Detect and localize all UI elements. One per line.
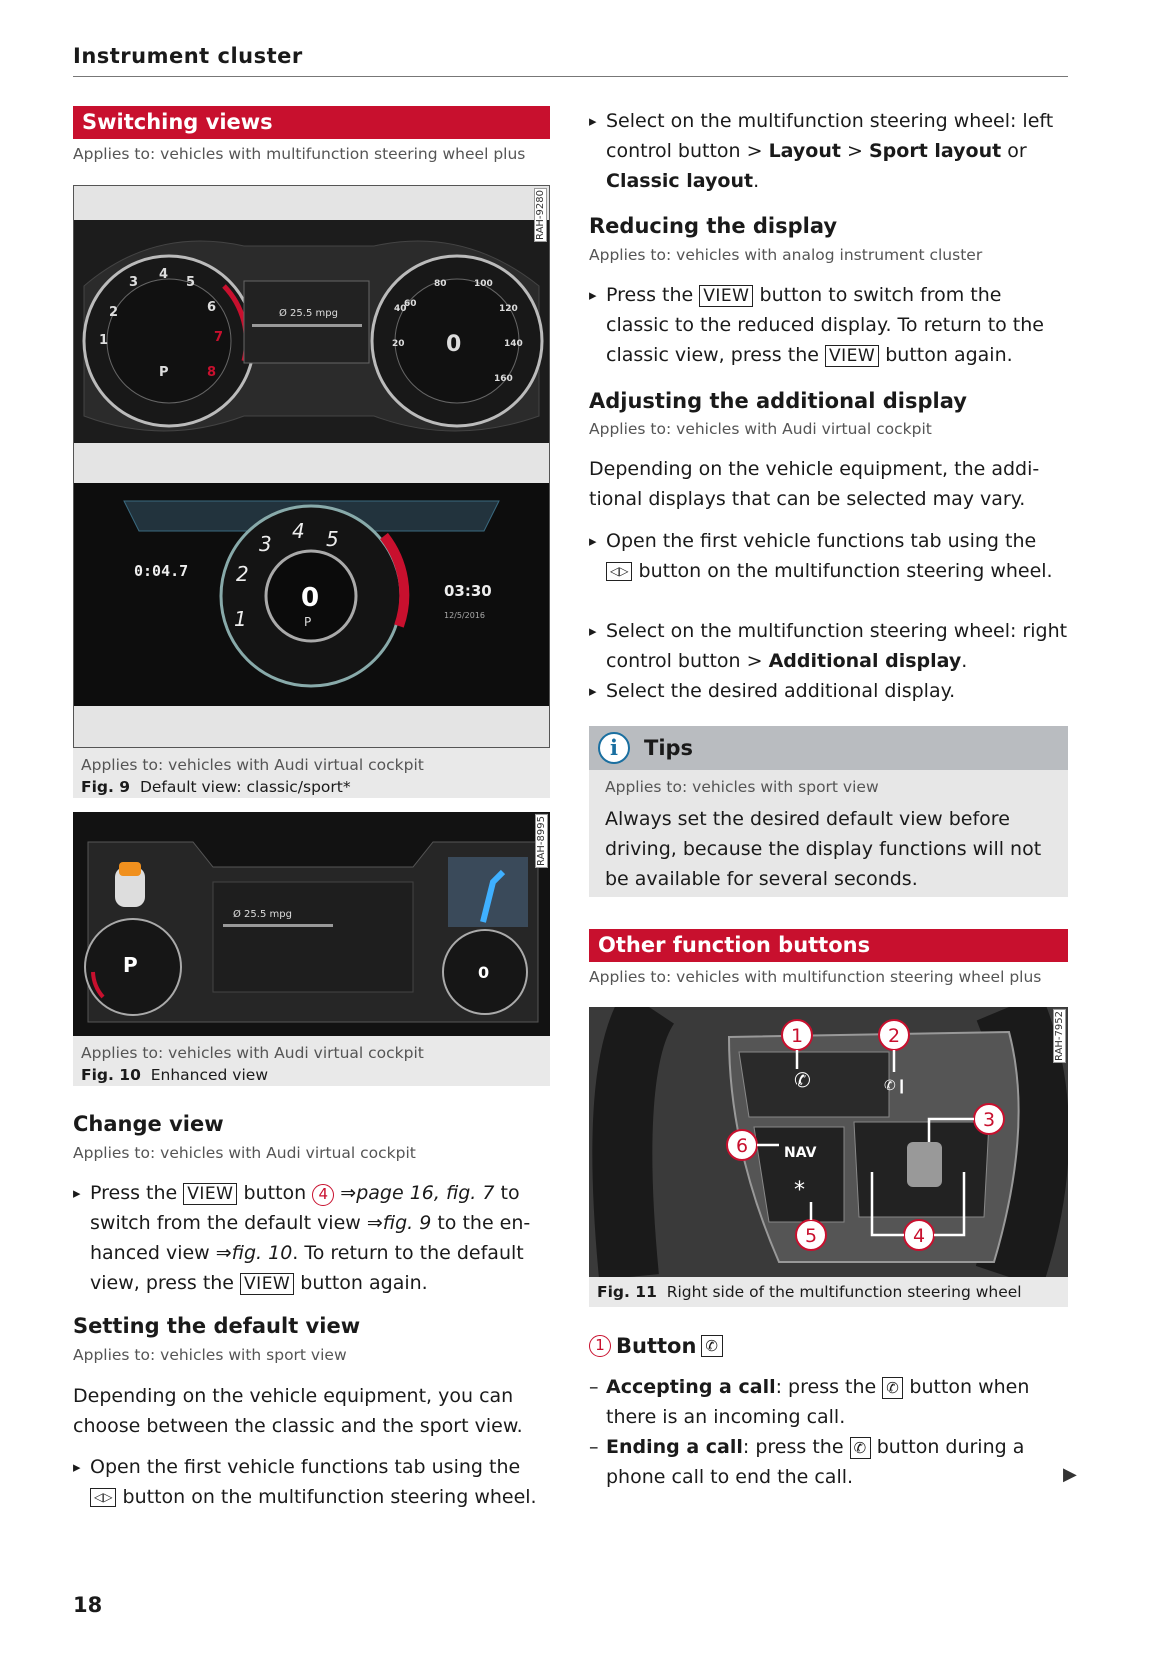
tips-text: Always set the desired default view before driving, because the display functions will not be available for several seconds. <box>605 808 1042 890</box>
figure-11-caption <box>589 1277 1068 1307</box>
svg-text:1: 1 <box>790 1025 804 1047</box>
info-icon: i <box>598 732 630 764</box>
svg-text:60: 60 <box>404 299 417 309</box>
change-view-heading: Change view <box>73 1112 224 1136</box>
change-view-applies: Applies to: vehicles with Audi virtual cockpit <box>73 1144 416 1162</box>
figure-9-label: Fig. 9 <box>81 778 131 796</box>
svg-text:2: 2 <box>236 562 249 586</box>
figure-11-code: RAH-7952 <box>1054 1011 1065 1061</box>
svg-text:P: P <box>159 365 169 380</box>
svg-text:140: 140 <box>504 339 523 349</box>
button1-title: Button <box>616 1334 697 1358</box>
figure-11-label: Fig. 11 <box>597 1283 657 1301</box>
svg-text:✆❙: ✆❙ <box>884 1078 908 1094</box>
ref-page16-fig7[interactable]: ⇒page 16, fig. 7 <box>340 1182 495 1204</box>
page-number: 18 <box>73 1593 103 1617</box>
svg-text:3: 3 <box>259 532 272 556</box>
svg-text:80: 80 <box>434 279 447 289</box>
svg-text:0: 0 <box>301 583 320 613</box>
tab-key-2: ◁▷ <box>606 562 632 581</box>
svg-text:160: 160 <box>494 374 513 384</box>
svg-text:03:30: 03:30 <box>444 582 492 600</box>
figure-9-image <box>73 185 550 748</box>
tips-header <box>589 726 1068 770</box>
ref-fig9[interactable]: ⇒fig. 9 <box>366 1212 432 1234</box>
switching-views-heading: Switching views <box>73 106 550 139</box>
svg-text:0:04.7: 0:04.7 <box>134 562 189 580</box>
change-view-step: ▸ Press the VIEW button 4 ⇒page 16, fig. 7 to switch from the default view ⇒fig. 9 to the enhanced view ⇒fig. 10. To return to the default view, press the VIEW button again. <box>73 1178 550 1298</box>
additional-applies: Applies to: vehicles with Audi virtual cockpit <box>589 420 932 438</box>
svg-text:120: 120 <box>499 304 518 314</box>
svg-text:2: 2 <box>109 305 119 320</box>
reducing-heading: Reducing the display <box>589 214 838 238</box>
section-title: Instrument cluster <box>73 44 303 68</box>
reducing-applies: Applies to: vehicles with analog instrument cluster <box>589 246 983 264</box>
svg-text:Ø 25.5 mpg: Ø 25.5 mpg <box>279 308 338 319</box>
callout-4: 4 <box>312 1184 334 1206</box>
default-view-applies: Applies to: vehicles with sport view <box>73 1346 347 1364</box>
header-divider <box>73 76 1068 77</box>
switching-views-applies: Applies to: vehicles with multifunction steering wheel plus <box>73 145 526 163</box>
svg-text:3: 3 <box>129 275 139 290</box>
figure-9-applies: Applies to: vehicles with Audi virtual cockpit <box>81 756 424 774</box>
tips-box <box>589 726 1068 897</box>
svg-text:12/5/2016: 12/5/2016 <box>444 611 486 620</box>
tab-key: ◁▷ <box>90 1488 116 1507</box>
ending-call-item: – Ending a call: press the ✆ button during a phone call to end the call. <box>589 1432 1029 1492</box>
additional-paragraph: Depending on the vehicle equipment, the additional displays that can be selected may vary. <box>589 458 1040 510</box>
default-view-heading: Setting the default view <box>73 1314 361 1338</box>
svg-text:1: 1 <box>234 607 247 631</box>
figure-10-applies: Applies to: vehicles with Audi virtual cockpit <box>81 1044 424 1062</box>
accepting-call-item: – Accepting a call: press the ✆ button when there is an incoming call. <box>589 1372 1068 1432</box>
reducing-step: ▸ Press the VIEW button to switch from the classic to the reduced display. To return to the classic view, press the VIEW button again. <box>589 280 1068 370</box>
svg-text:7: 7 <box>214 330 224 345</box>
view-key: VIEW <box>183 1183 237 1205</box>
svg-text:100: 100 <box>474 279 493 289</box>
svg-text:6: 6 <box>735 1135 749 1157</box>
figure-10-image <box>73 812 550 1036</box>
default-view-step: ▸ Open the first vehicle functions tab using the ◁▷ button on the multifunction steering wheel. <box>73 1452 550 1512</box>
svg-text:4: 4 <box>159 267 169 282</box>
figure-9-code: RAH-9280 <box>535 190 546 240</box>
svg-text:4: 4 <box>292 519 305 543</box>
svg-text:4: 4 <box>912 1225 926 1247</box>
additional-step-1: ▸ Open the first vehicle functions tab using the ◁▷ button on the multifunction steering wheel. <box>589 526 1068 586</box>
button1-heading <box>589 1332 723 1360</box>
view-key-2: VIEW <box>240 1273 294 1295</box>
svg-text:8: 8 <box>207 365 217 380</box>
svg-text:6: 6 <box>207 300 217 315</box>
svg-text:3: 3 <box>982 1109 996 1131</box>
callout-1: 1 <box>589 1335 611 1357</box>
figure-10-code: RAH-8995 <box>536 816 547 866</box>
svg-text:*: * <box>794 1178 805 1203</box>
svg-text:5: 5 <box>804 1225 818 1247</box>
figure-10-caption-text: Enhanced view <box>150 1066 268 1084</box>
svg-text:✆: ✆ <box>794 1068 811 1092</box>
ref-fig10[interactable]: ⇒fig. 10 <box>215 1242 293 1264</box>
svg-text:40: 40 <box>394 304 407 314</box>
svg-text:1: 1 <box>99 333 109 348</box>
figure-10-caption <box>73 1036 550 1086</box>
phone-icon: ✆ <box>701 1335 722 1357</box>
figure-11-caption-text: Right side of the multifunction steering wheel <box>666 1283 1022 1301</box>
view-key-4: VIEW <box>825 345 879 367</box>
other-buttons-heading: Other function buttons <box>589 929 1068 962</box>
svg-text:20: 20 <box>392 339 405 349</box>
figure-11-image <box>589 1007 1068 1277</box>
svg-text:5: 5 <box>326 527 339 551</box>
additional-step-2: ▸ Select on the multifunction steering wheel: right control button > Additional display. <box>589 616 1068 676</box>
svg-text:0: 0 <box>446 332 462 357</box>
select-layout-step: ▸ Select on the multifunction steering wheel: left control button > Layout > Sport layout or Classic layout. <box>589 106 1068 196</box>
additional-heading: Adjusting the additional display <box>589 389 967 413</box>
svg-text:P: P <box>123 953 138 977</box>
svg-text:NAV: NAV <box>784 1145 817 1161</box>
tips-applies: Applies to: vehicles with sport view <box>605 778 879 796</box>
additional-step-3: ▸ Select the desired additional display. <box>589 676 1068 706</box>
svg-text:5: 5 <box>186 275 196 290</box>
svg-text:Ø 25.5 mpg: Ø 25.5 mpg <box>233 909 292 920</box>
other-buttons-applies: Applies to: vehicles with multifunction steering wheel plus <box>589 968 1042 986</box>
phone-icon-3: ✆ <box>850 1437 871 1459</box>
figure-9-caption <box>73 748 550 798</box>
svg-text:2: 2 <box>887 1025 901 1047</box>
default-view-paragraph: Depending on the vehicle equipment, you can choose between the classic and the sport view. <box>73 1385 523 1437</box>
phone-icon-2: ✆ <box>882 1377 903 1399</box>
figure-9-caption-text: Default view: classic/sport* <box>139 778 351 796</box>
view-key-3: VIEW <box>699 285 753 307</box>
svg-text:0: 0 <box>478 963 490 982</box>
figure-10-label: Fig. 10 <box>81 1066 141 1084</box>
svg-text:P: P <box>304 615 312 629</box>
tips-title: Tips <box>644 736 694 760</box>
next-page-arrow-icon[interactable]: ▶ <box>1063 1464 1077 1485</box>
